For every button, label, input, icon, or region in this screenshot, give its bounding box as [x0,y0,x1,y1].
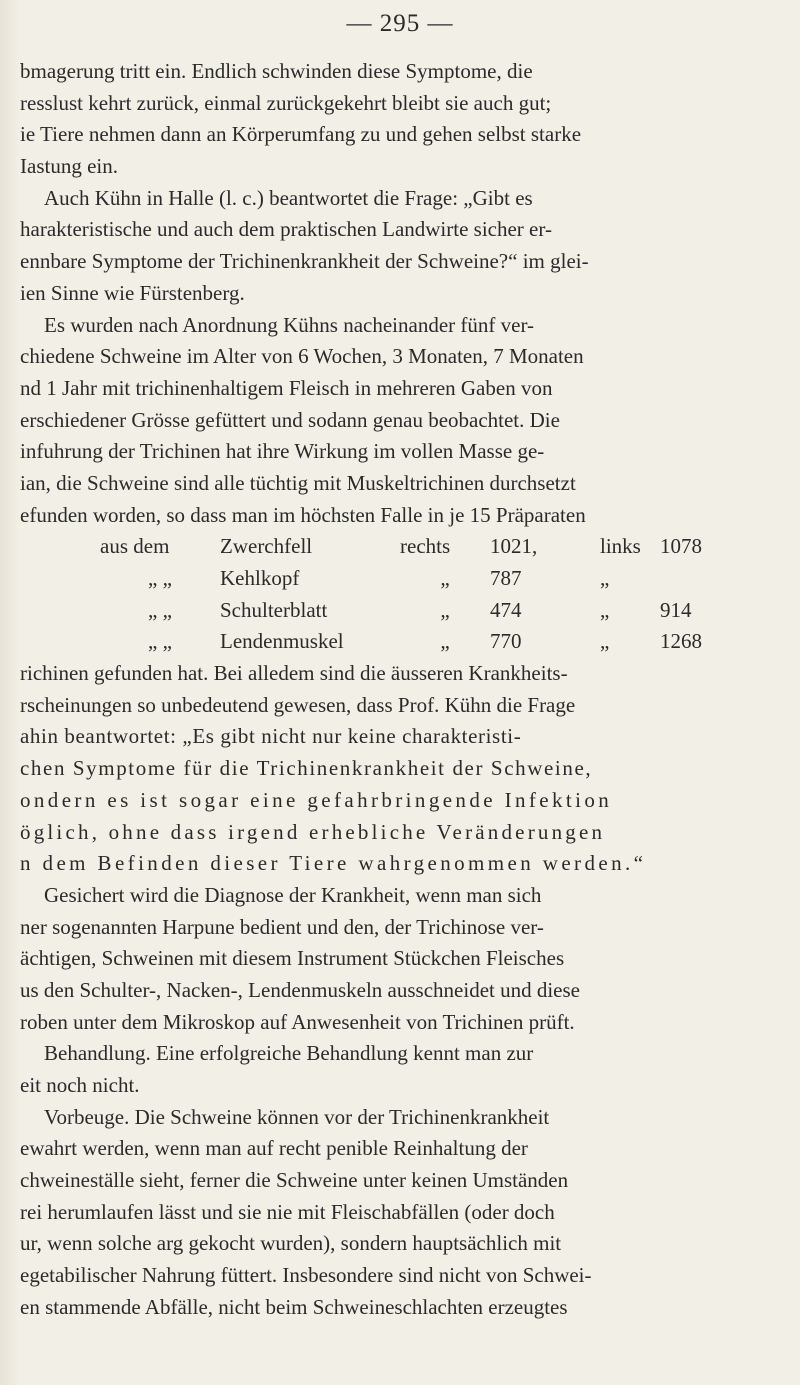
paragraph-start-line: Auch Kühn in Halle (l. c.) beantwortet die Frage: „Gibt es [44,185,533,210]
rechts-count: 770 [490,629,522,654]
text-line: erschiedener Grösse gefüttert und sodann genau beobachtet. Die [20,407,560,432]
text-line: ien Sinne wie Fürstenberg. [20,280,245,305]
body-text [20,56,790,1324]
text-line: ner sogenannten Harpune bedient und den, der Trichinose ver- [20,914,544,939]
spaced-text-line: öglich, ohne dass irgend erhebliche Veränderungen [20,819,606,844]
paragraph-start-line: Es wurden nach Anordnung Kühns nacheinander fünf ver- [44,312,535,337]
links-label: „ [600,629,610,654]
text-line: eit noch nicht. [20,1073,140,1097]
table-row [20,595,790,627]
rechts-count: 787 [490,566,522,590]
text-line: ächtigen, Schweinen mit diesem Instrument Stückchen Fleisches [20,946,565,971]
organ-name: Schulterblatt [220,597,328,622]
rechts-label: rechts [400,534,451,559]
text-line: rei herumlaufen lässt und sie nie mit Fleischabfällen (oder doch [20,1199,555,1224]
page-number: — 295 — [346,10,454,37]
table-row [20,626,790,658]
text-line: nd 1 Jahr mit trichinenhaltigem Fleisch in mehreren Gaben von [20,375,553,400]
spaced-text-line: ondern es ist sogar eine gefahrbringende Infektion [20,787,613,812]
text-line: bmagerung tritt ein. Endlich schwinden diese Symptome, die [20,59,533,83]
text-line: richinen gefunden hat. Bei alledem sind die äusseren Krankheits- [20,661,568,686]
text-line: chiedene Schweine im Alter von 6 Wochen, 3 Monaten, 7 Monaten [20,344,584,369]
table-row [20,563,790,595]
text-line: infuhrung der Trichinen hat ihre Wirkung im vollen Masse ge- [20,439,545,464]
text-line: resslust kehrt zurück, einmal zurückgekehrt bleibt sie auch gut; [20,90,552,115]
spaced-text-line: ahin beantwortet: „Es gibt nicht nur keine charakteristi- [20,724,522,749]
section-heading-line: Behandlung. Eine erfolgreiche Behandlung kennt man zur [44,1041,534,1066]
links-label: „ [600,597,610,622]
rechts-label: „ [440,566,450,590]
links-label: „ [600,566,610,590]
text-line: Iastung ein. [20,154,118,179]
text-line: ie Tiere nehmen dann an Körperumfang zu und gehen selbst starke [20,122,582,147]
rechts-label: „ [440,597,450,622]
rechts-count: 474 [490,597,522,622]
text-line: chweineställe sieht, ferner die Schweine unter keinen Umständen [20,1168,569,1193]
text-line: us den Schulter-, Nacken-, Lendenmuskeln ausschneidet und diese [20,977,580,1002]
section-heading-line: Vorbeuge. Die Schweine können vor der Trichinenkrankheit [44,1104,550,1129]
organ-name: Lendenmuskel [220,629,344,654]
links-count: 1268 [660,629,702,654]
organ-name: Zwerchfell [220,534,313,559]
text-line: en stammende Abfälle, nicht beim Schweineschlachten erzeugtes [20,1294,568,1319]
binding-shadow [0,0,20,1385]
text-line: efunden worden, so dass man im höchsten Falle in je 15 Präparaten [20,502,586,527]
text-line: roben unter dem Mikroskop auf Anwesenheit von Trichinen prüft. [20,1009,575,1034]
rechts-count: 1021, [490,534,538,559]
links-label: links [600,534,641,559]
text-line: ur, wenn solche arg gekocht wurden), sondern hauptsächlich mit [20,1231,562,1256]
row-lead: „ „ [148,629,172,654]
text-line: harakteristische und auch dem praktischen Landwirte sicher er- [20,217,552,242]
spaced-text-line: chen Symptome für die Trichinenkrankheit der Schweine, [20,756,593,781]
text-line: ian, die Schweine sind alle tüchtig mit Muskeltrichinen durchsetzt [20,470,576,495]
text-line: ennbare Symptome der Trichinenkrankheit der Schweine?“ im glei- [20,249,589,274]
row-lead: aus dem [100,534,170,559]
text-line: egetabilischer Nahrung füttert. Insbesondere sind nicht von Schwei- [20,1263,592,1288]
table-row [20,531,790,563]
spaced-text-line: n dem Befinden dieser Tiere wahrgenommen werden.“ [20,851,647,876]
links-count: 1078 [660,534,702,559]
links-count: 914 [660,597,692,622]
links-count [660,563,750,595]
rechts-label: „ [440,629,450,654]
row-lead: „ „ [148,566,172,590]
text-line: rscheinungen so unbedeutend gewesen, dass Prof. Kühn die Frage [20,692,576,717]
row-lead: „ „ [148,597,172,622]
organ-name: Kehlkopf [220,566,300,590]
text-line: ewahrt werden, wenn man auf recht penible Reinhaltung der [20,1136,528,1161]
paragraph-start-line: Gesichert wird die Diagnose der Krankheit, wenn man sich [44,882,542,907]
